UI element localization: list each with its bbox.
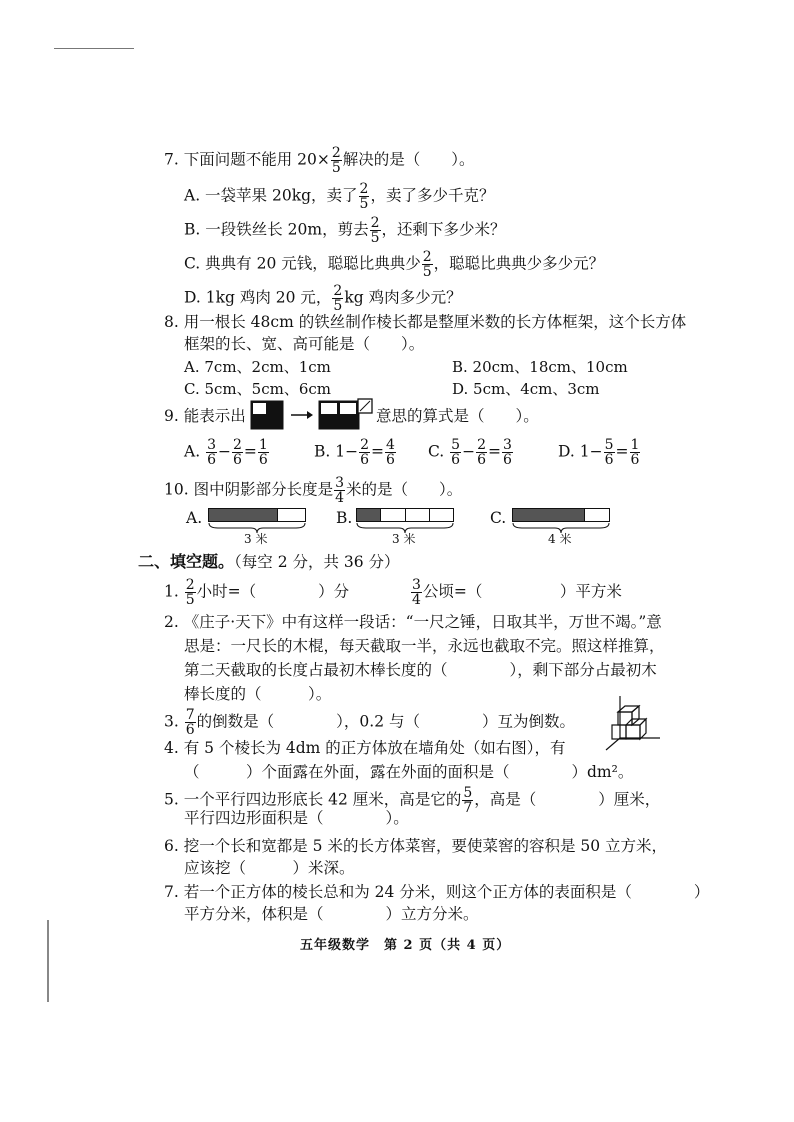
q9-post: 意思的算式是（ ）。 xyxy=(376,407,539,425)
f4-line1: 4. 有 5 个棱长为 4dm 的正方体放在墙角处（如右图），有 xyxy=(164,739,566,757)
binding-margin-line xyxy=(47,920,49,1002)
corner-mark xyxy=(54,48,134,49)
q10-bar-b xyxy=(356,508,454,522)
q10-option-c-label: C. xyxy=(490,509,507,527)
q10-stem: 10. 图中阴影部分长度是 $\frac{3}{4}$ 米的是（ ）。 xyxy=(164,475,463,506)
q9-arrow-icon xyxy=(289,408,315,422)
f6-line1: 6. 挖一个长和宽都是 5 米的长方体菜窖，要使菜窖的容积是 50 立方米， xyxy=(164,837,668,855)
q9-num-pre: 9. 能表示出 xyxy=(164,407,246,425)
f2-line4: 棒长度的（ ）。 xyxy=(184,685,332,703)
q7-option-b: B. 一段铁丝长 20m，剪去 $\frac{2}{5}$ ，还剩下多少米？ xyxy=(184,215,506,246)
q8-line1: 8. 用一根长 48cm 的铁丝制作棱长都是整厘米数的长方体框架，这个长方体 xyxy=(164,313,687,331)
q10-option-a-label: A. xyxy=(186,509,203,527)
q8-option-b: B. 20cm、18cm、10cm xyxy=(452,358,628,376)
f1-line: 1. $\frac{2}{5}$ 小时=（ ）分 xyxy=(164,577,350,608)
q9-option-c: C. $\frac{5}{6}$ − $\frac{2}{6}$ = $\frac{3}{6}$ xyxy=(428,437,512,468)
q8-option-d: D. 5cm、4cm、3cm xyxy=(452,380,600,398)
f3-line: 3. $\frac{7}{6}$ 的倒数是（ ），0.2 与（ ）互为倒数。 xyxy=(164,707,575,738)
q7-stem xyxy=(164,146,475,175)
f2-line3: 第二天截取的长度占最初木棒长度的（ ），剩下部分占最初木 xyxy=(184,661,657,679)
q9-option-d: D. 1− $\frac{5}{6}$ = $\frac{1}{6}$ xyxy=(558,437,640,468)
q7-number: 7. xyxy=(164,150,179,169)
q10-bar-c xyxy=(512,508,610,522)
q9-option-a: A. $\frac{3}{6}$ − $\frac{2}{6}$ = $\frac{1}{6}$ xyxy=(184,437,268,468)
f7-line2: 平方分米，体积是（ ）立方分米。 xyxy=(184,905,479,923)
f5-line1: 5. 一个平行四边形底长 42 厘米，高是它的 $\frac{5}{7}$ ，高是（ ）厘米， xyxy=(164,785,661,816)
q7-stem-a: 下面问题不能用 20× xyxy=(183,150,330,169)
q9-square-after-icon xyxy=(318,398,374,430)
q7-fraction: $\frac{2}{5}$ xyxy=(331,145,341,176)
corner-cubes-figure xyxy=(604,694,662,754)
f6-line2: 应该挖（ ）米深。 xyxy=(184,859,355,877)
section2-title: 二、填空题。 xyxy=(138,552,235,571)
q10-caption-b: 3 米 xyxy=(392,532,416,546)
q7-option-c: C. 典典有 20 元钱，聪聪比典典少 $\frac{2}{5}$ ，聪聪比典典少多少元？ xyxy=(184,249,605,280)
q9-square-before-icon xyxy=(250,400,284,430)
section2-note: （每空 2 分，共 36 分） xyxy=(234,553,400,571)
q10-caption-c: 4 米 xyxy=(548,532,572,546)
q8-option-c: C. 5cm、5cm、6cm xyxy=(184,380,331,398)
section2-heading xyxy=(138,552,400,572)
q10-caption-a: 3 米 xyxy=(244,532,268,546)
q9-option-b: B. 1− $\frac{2}{6}$ = $\frac{4}{6}$ xyxy=(314,437,395,468)
f5-line2: 平行四边形面积是（ ）。 xyxy=(184,809,409,827)
q8-option-a: A. 7cm、2cm、1cm xyxy=(184,358,331,376)
q10-bar-a xyxy=(208,508,306,522)
f4-line2: （ ）个面露在外面，露在外面的面积是（ ）dm²。 xyxy=(184,763,634,781)
f2-line2: 思是：一尺长的木棍，每天截取一半，永远也截取不完。照这样推算， xyxy=(184,637,665,655)
q7-stem-b: 解决的是（ ）。 xyxy=(342,150,475,169)
q10-option-b-label: B. xyxy=(336,509,353,527)
q8-line2: 框架的长、宽、高可能是（ ）。 xyxy=(184,335,425,353)
q7-option-a: A. 一袋苹果 20kg，卖了 $\frac{2}{5}$ ，卖了多少千克？ xyxy=(184,181,495,212)
f2-line1: 2. 《庄子·天下》中有这样一段话：“一尺之锤，日取其半，万世不竭。”意 xyxy=(164,613,662,631)
f7-line1: 7. 若一个正方体的棱长总和为 24 分米，则这个正方体的表面积是（ ） xyxy=(164,883,710,901)
page-footer: 五年级数学 第 2 页（共 4 页） xyxy=(300,938,511,953)
f1-line-b: $\frac{3}{4}$ 公顷=（ ）平方米 xyxy=(412,577,622,608)
q7-option-d: D. 1kg 鸡肉 20 元， $\frac{2}{5}$ kg 鸡肉多少元？ xyxy=(184,283,462,314)
